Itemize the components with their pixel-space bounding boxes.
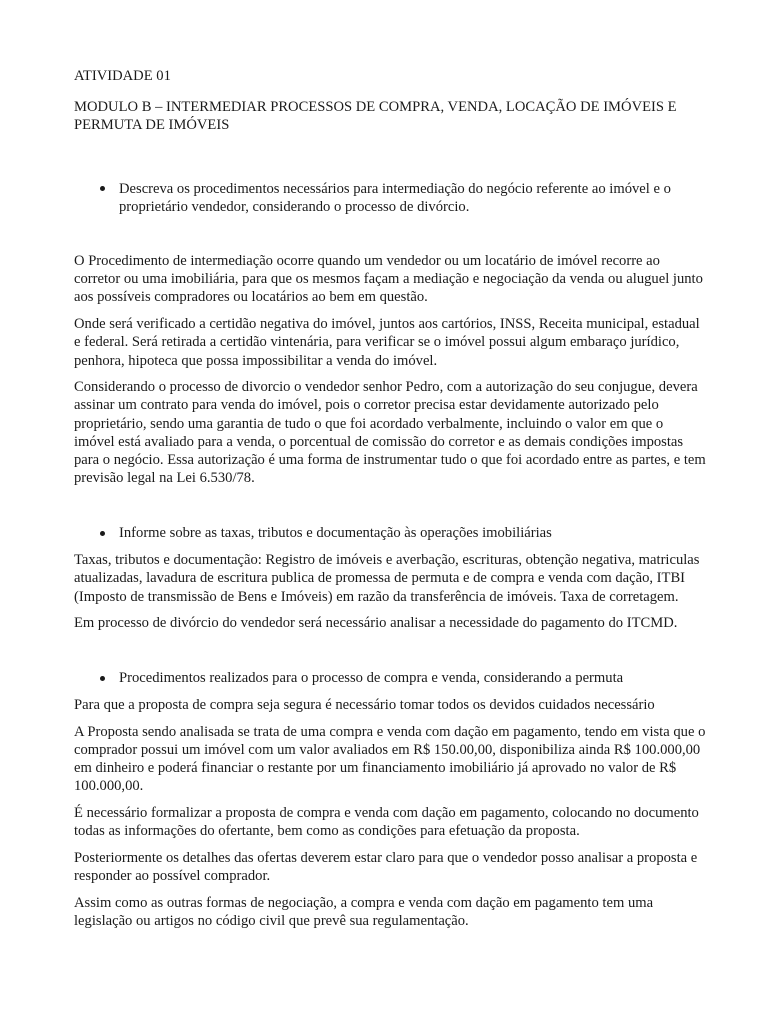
section-1-paragraph-1: O Procedimento de intermediação ocorre quando um vendedor ou um locatário de imóvel recorre ao corretor ou uma imobiliária, para que os mesmos façam a mediação e negociação da venda ou aluguel junto aos possíveis compradores ou locatários ao bem em questão. [74, 253, 703, 306]
section-3-paragraph-3: É necessário formalizar a proposta de compra e venda com dação em pagamento, colocando no documento todas as informações do ofertante, bem como as condições para efetuação da proposta. [74, 805, 699, 840]
section-1-paragraph-3: Considerando o processo de divorcio o vendedor senhor Pedro, com a autorização do seu conjugue, devera assinar um contrato para venda do imóvel, pois o corretor precisa estar devidamente autorizado pelo proprietário, sendo uma garantia de tudo o que foi acordado verbalmente, incluindo o valor em que o imóvel está avaliado para a venda, o porcentual de comissão do corretor e as demais condições impostas para o negócio. Essa autorização é uma forma de instrumentar tudo o que foi acordado entre as partes, e tem previsão legal na Lei 6.530/78. [74, 379, 706, 487]
question-3: Procedimentos realizados para o processo de compra e venda, considerando a permuta [74, 669, 706, 687]
section-3-paragraph-5: Assim como as outras formas de negociação, a compra e venda com dação em pagamento tem uma legislação ou artigos no código civil que prevê sua regulamentação. [74, 895, 654, 930]
question-1: Descreva os procedimentos necessários para intermediação do negócio referente ao imóvel e o proprietário vendedor, considerando o processo de divórcio. [74, 180, 706, 216]
section-3-paragraph-1: Para que a proposta de compra seja segura é necessário tomar todos os devidos cuidados necessário [74, 697, 655, 714]
section-3-paragraph-2: A Proposta sendo analisada se trata de uma compra e venda com dação em pagamento, tendo em vista que o comprador possui um imóvel com um valor avaliados em R$ 150.00,00, disponibiliza ainda R$ 100.000,00 em dinheiro e poderá financiar o restante por um financiamento imobiliário já aprovado no valor de R$ 100.000,00. [74, 723, 706, 795]
document-page [74, 67, 706, 930]
section-3-paragraph-4: Posteriormente os detalhes das ofertas deverem estar claro para que o vendedor posso analisar a proposta e responder ao possível comprador. [74, 850, 698, 885]
section-1-paragraph-2: Onde será verificado a certidão negativa do imóvel, juntos aos cartórios, INSS, Receita municipal, estadual e federal. Será retirada a certidão vintenária, para verificar se o imóvel possui algum embaraço jurídico, penhora, hipoteca que possa impossibilitar a venda do imóvel. [74, 316, 700, 369]
section-2-paragraph-1: Taxas, tributos e documentação: Registro de imóveis e averbação, escrituras, obtenção negativa, matriculas atualizadas, lavadura de escritura publica de promessa de permuta e de compra e venda com dação, ITBI (Imposto de transmissão de Bens e Imóveis) em razão da transferência de imóveis. Taxa de corretagem. [74, 552, 700, 605]
question-2: Informe sobre as taxas, tributos e documentação às operações imobiliárias [74, 524, 706, 542]
module-title: MODULO B – INTERMEDIAR PROCESSOS DE COMPRA, VENDA, LOCAÇÃO DE IMÓVEIS E PERMUTA DE IMÓVEIS [74, 99, 677, 134]
section-2-paragraph-2: Em processo de divórcio do vendedor será necessário analisar a necessidade do pagamento do ITCMD. [74, 615, 678, 632]
activity-label: ATIVIDADE 01 [74, 68, 171, 84]
